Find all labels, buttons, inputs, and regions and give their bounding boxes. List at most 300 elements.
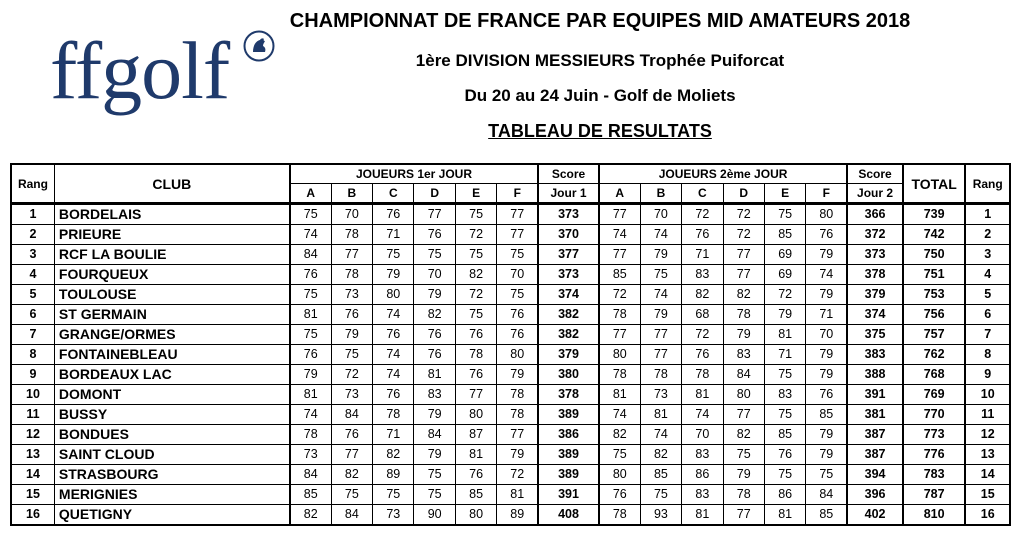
rank-right-cell: 2 <box>965 225 1010 245</box>
score1-cell: 378 <box>538 385 599 405</box>
day1-score-cell: 78 <box>373 405 414 425</box>
day2-score-cell: 79 <box>764 305 805 325</box>
table-row <box>11 204 1010 225</box>
page-title: CHAMPIONNAT DE FRANCE PAR EQUIPES MID AMATEURS 2018 <box>289 10 911 32</box>
header-day1-players: JOUEURS 1er JOUR <box>290 164 538 184</box>
day2-score-cell: 75 <box>723 445 764 465</box>
day1-score-cell: 76 <box>455 365 496 385</box>
day1-score-cell: 80 <box>455 505 496 526</box>
day2-score-cell: 77 <box>599 245 640 265</box>
header-player-f: F <box>497 184 538 204</box>
day1-score-cell: 73 <box>290 445 331 465</box>
day2-score-cell: 78 <box>599 505 640 526</box>
rank-cell: 16 <box>11 505 54 526</box>
header-score2-line1: Score <box>847 164 903 184</box>
results-table-body <box>11 204 1010 526</box>
score1-cell: 382 <box>538 325 599 345</box>
day2-score-cell: 78 <box>723 485 764 505</box>
score1-cell: 373 <box>538 204 599 225</box>
day1-score-cell: 76 <box>414 345 455 365</box>
rank-cell: 5 <box>11 285 54 305</box>
day1-score-cell: 70 <box>331 204 372 225</box>
day1-score-cell: 81 <box>455 445 496 465</box>
day1-score-cell: 74 <box>373 345 414 365</box>
day1-score-cell: 75 <box>290 325 331 345</box>
score1-cell: 389 <box>538 465 599 485</box>
day2-score-cell: 76 <box>599 485 640 505</box>
header-score1-line2: Jour 1 <box>538 184 599 204</box>
day2-score-cell: 75 <box>764 405 805 425</box>
day1-score-cell: 82 <box>373 445 414 465</box>
day1-score-cell: 75 <box>455 204 496 225</box>
day2-score-cell: 69 <box>764 265 805 285</box>
day2-score-cell: 74 <box>640 225 681 245</box>
day2-score-cell: 80 <box>806 204 847 225</box>
day2-score-cell: 78 <box>640 365 681 385</box>
day2-score-cell: 68 <box>682 305 723 325</box>
day1-score-cell: 82 <box>290 505 331 526</box>
day1-score-cell: 72 <box>497 465 538 485</box>
day2-score-cell: 82 <box>723 425 764 445</box>
score2-cell: 375 <box>847 325 903 345</box>
day1-score-cell: 82 <box>455 265 496 285</box>
club-cell: MERIGNIES <box>54 485 289 505</box>
day2-score-cell: 76 <box>682 225 723 245</box>
rank-cell: 15 <box>11 485 54 505</box>
total-cell: 776 <box>903 445 966 465</box>
rank-right-cell: 8 <box>965 345 1010 365</box>
day2-score-cell: 83 <box>764 385 805 405</box>
table-title: TABLEAU DE RESULTATS <box>488 121 712 141</box>
total-cell: 751 <box>903 265 966 285</box>
day2-score-cell: 77 <box>723 265 764 285</box>
total-cell: 768 <box>903 365 966 385</box>
day2-score-cell: 72 <box>599 285 640 305</box>
score2-cell: 394 <box>847 465 903 485</box>
day2-score-cell: 81 <box>640 405 681 425</box>
results-table <box>10 163 1011 526</box>
day1-score-cell: 75 <box>373 485 414 505</box>
day1-score-cell: 76 <box>373 325 414 345</box>
score2-cell: 387 <box>847 425 903 445</box>
day1-score-cell: 76 <box>497 305 538 325</box>
total-cell: 770 <box>903 405 966 425</box>
day1-score-cell: 75 <box>414 465 455 485</box>
day2-score-cell: 78 <box>599 305 640 325</box>
day2-score-cell: 80 <box>599 345 640 365</box>
day2-score-cell: 80 <box>599 465 640 485</box>
day2-score-cell: 81 <box>599 385 640 405</box>
rank-right-cell: 15 <box>965 485 1010 505</box>
day2-score-cell: 83 <box>682 265 723 285</box>
logo-wordmark: ffgolf <box>50 25 230 116</box>
table-row <box>11 445 1010 465</box>
day2-score-cell: 82 <box>682 285 723 305</box>
header-player-c: C <box>373 184 414 204</box>
day2-score-cell: 84 <box>723 365 764 385</box>
score1-cell: 386 <box>538 425 599 445</box>
club-cell: PRIEURE <box>54 225 289 245</box>
rank-right-cell: 13 <box>965 445 1010 465</box>
score2-cell: 402 <box>847 505 903 526</box>
club-cell: STRASBOURG <box>54 465 289 485</box>
day1-score-cell: 76 <box>455 325 496 345</box>
header-rank-right: Rang <box>965 164 1010 204</box>
day2-score-cell: 75 <box>764 465 805 485</box>
score2-cell: 381 <box>847 405 903 425</box>
rank-cell: 13 <box>11 445 54 465</box>
table-row <box>11 285 1010 305</box>
day1-score-cell: 74 <box>373 305 414 325</box>
rank-right-cell: 3 <box>965 245 1010 265</box>
rank-cell: 11 <box>11 405 54 425</box>
day1-score-cell: 79 <box>414 285 455 305</box>
day1-score-cell: 72 <box>455 225 496 245</box>
header-player-a: A <box>599 184 640 204</box>
day1-score-cell: 73 <box>331 285 372 305</box>
day1-score-cell: 80 <box>373 285 414 305</box>
score1-cell: 389 <box>538 405 599 425</box>
day2-score-cell: 74 <box>599 405 640 425</box>
score1-cell: 373 <box>538 265 599 285</box>
day1-score-cell: 84 <box>331 405 372 425</box>
score2-cell: 366 <box>847 204 903 225</box>
day1-score-cell: 82 <box>414 305 455 325</box>
day2-score-cell: 70 <box>806 325 847 345</box>
header-player-d: D <box>723 184 764 204</box>
day2-score-cell: 74 <box>599 225 640 245</box>
day1-score-cell: 76 <box>331 425 372 445</box>
day2-score-cell: 81 <box>682 385 723 405</box>
rank-right-cell: 9 <box>965 365 1010 385</box>
day1-score-cell: 77 <box>497 425 538 445</box>
day1-score-cell: 75 <box>497 285 538 305</box>
table-row <box>11 325 1010 345</box>
total-cell: 787 <box>903 485 966 505</box>
day1-score-cell: 81 <box>497 485 538 505</box>
day1-score-cell: 89 <box>497 505 538 526</box>
day2-score-cell: 79 <box>806 445 847 465</box>
rank-right-cell: 4 <box>965 265 1010 285</box>
rank-cell: 12 <box>11 425 54 445</box>
score2-cell: 391 <box>847 385 903 405</box>
day1-score-cell: 76 <box>455 465 496 485</box>
score1-cell: 408 <box>538 505 599 526</box>
day1-score-cell: 85 <box>290 485 331 505</box>
day1-score-cell: 78 <box>331 265 372 285</box>
day2-score-cell: 76 <box>806 385 847 405</box>
day2-score-cell: 77 <box>599 325 640 345</box>
table-row <box>11 365 1010 385</box>
day2-score-cell: 83 <box>682 485 723 505</box>
day1-score-cell: 80 <box>455 405 496 425</box>
header-player-a: A <box>290 184 331 204</box>
day2-score-cell: 93 <box>640 505 681 526</box>
table-row <box>11 345 1010 365</box>
day2-score-cell: 81 <box>764 325 805 345</box>
header-day2-players: JOUEURS 2ème JOUR <box>599 164 847 184</box>
day2-score-cell: 71 <box>764 345 805 365</box>
day1-score-cell: 74 <box>290 225 331 245</box>
day1-score-cell: 76 <box>331 305 372 325</box>
day1-score-cell: 78 <box>455 345 496 365</box>
day2-score-cell: 82 <box>599 425 640 445</box>
day1-score-cell: 80 <box>497 345 538 365</box>
day1-score-cell: 76 <box>373 385 414 405</box>
score2-cell: 373 <box>847 245 903 265</box>
day1-score-cell: 83 <box>414 385 455 405</box>
table-row <box>11 465 1010 485</box>
day1-score-cell: 77 <box>414 204 455 225</box>
day2-score-cell: 75 <box>764 204 805 225</box>
day2-score-cell: 78 <box>599 365 640 385</box>
score2-cell: 374 <box>847 305 903 325</box>
day1-score-cell: 75 <box>290 204 331 225</box>
score2-cell: 388 <box>847 365 903 385</box>
day2-score-cell: 75 <box>640 485 681 505</box>
day2-score-cell: 78 <box>723 305 764 325</box>
day2-score-cell: 75 <box>599 445 640 465</box>
day2-score-cell: 79 <box>806 425 847 445</box>
day1-score-cell: 82 <box>331 465 372 485</box>
total-cell: 756 <box>903 305 966 325</box>
day2-score-cell: 69 <box>764 245 805 265</box>
total-cell: 762 <box>903 345 966 365</box>
club-cell: BONDUES <box>54 425 289 445</box>
header-total: TOTAL <box>903 164 966 204</box>
table-row <box>11 265 1010 285</box>
header-player-e: E <box>455 184 496 204</box>
day1-score-cell: 79 <box>373 265 414 285</box>
day1-score-cell: 70 <box>497 265 538 285</box>
day2-score-cell: 85 <box>806 505 847 526</box>
day2-score-cell: 71 <box>806 305 847 325</box>
day2-score-cell: 71 <box>682 245 723 265</box>
table-row <box>11 245 1010 265</box>
day1-score-cell: 75 <box>290 285 331 305</box>
day1-score-cell: 73 <box>331 385 372 405</box>
total-cell: 739 <box>903 204 966 225</box>
day2-score-cell: 74 <box>640 425 681 445</box>
day1-score-cell: 75 <box>331 345 372 365</box>
day1-score-cell: 76 <box>497 325 538 345</box>
day1-score-cell: 70 <box>414 265 455 285</box>
day2-score-cell: 73 <box>640 385 681 405</box>
club-cell: DOMONT <box>54 385 289 405</box>
rank-cell: 7 <box>11 325 54 345</box>
day1-score-cell: 76 <box>414 225 455 245</box>
day2-score-cell: 82 <box>640 445 681 465</box>
header-player-b: B <box>640 184 681 204</box>
header-player-d: D <box>414 184 455 204</box>
day2-score-cell: 85 <box>806 405 847 425</box>
rank-right-cell: 6 <box>965 305 1010 325</box>
day2-score-cell: 79 <box>806 365 847 385</box>
day1-score-cell: 74 <box>290 405 331 425</box>
rank-cell: 6 <box>11 305 54 325</box>
day2-score-cell: 86 <box>682 465 723 485</box>
day1-score-cell: 72 <box>331 365 372 385</box>
rank-right-cell: 7 <box>965 325 1010 345</box>
rank-right-cell: 14 <box>965 465 1010 485</box>
day2-score-cell: 77 <box>599 204 640 225</box>
score1-cell: 377 <box>538 245 599 265</box>
day2-score-cell: 76 <box>806 225 847 245</box>
club-cell: BORDELAIS <box>54 204 289 225</box>
day2-score-cell: 75 <box>806 465 847 485</box>
day2-score-cell: 83 <box>723 345 764 365</box>
rank-cell: 10 <box>11 385 54 405</box>
day2-score-cell: 70 <box>682 425 723 445</box>
club-cell: GRANGE/ORMES <box>54 325 289 345</box>
club-cell: BORDEAUX LAC <box>54 365 289 385</box>
score1-cell: 374 <box>538 285 599 305</box>
day1-score-cell: 77 <box>331 445 372 465</box>
day2-score-cell: 77 <box>640 325 681 345</box>
day2-score-cell: 84 <box>806 485 847 505</box>
day1-score-cell: 84 <box>331 505 372 526</box>
day1-score-cell: 73 <box>373 505 414 526</box>
day1-score-cell: 79 <box>331 325 372 345</box>
day2-score-cell: 72 <box>682 325 723 345</box>
day1-score-cell: 76 <box>290 265 331 285</box>
day1-score-cell: 81 <box>290 305 331 325</box>
score1-cell: 382 <box>538 305 599 325</box>
day2-score-cell: 76 <box>682 345 723 365</box>
club-cell: QUETIGNY <box>54 505 289 526</box>
score2-cell: 383 <box>847 345 903 365</box>
club-cell: FONTAINEBLEAU <box>54 345 289 365</box>
day2-score-cell: 79 <box>640 245 681 265</box>
day1-score-cell: 71 <box>373 225 414 245</box>
day2-score-cell: 72 <box>764 285 805 305</box>
day2-score-cell: 77 <box>640 345 681 365</box>
results-table-header <box>11 164 1010 204</box>
rank-cell: 3 <box>11 245 54 265</box>
score1-cell: 379 <box>538 345 599 365</box>
header-score2-line2: Jour 2 <box>847 184 903 204</box>
rank-right-cell: 11 <box>965 405 1010 425</box>
day1-score-cell: 75 <box>331 485 372 505</box>
club-cell: TOULOUSE <box>54 285 289 305</box>
day1-score-cell: 79 <box>414 405 455 425</box>
day1-score-cell: 75 <box>414 485 455 505</box>
day1-score-cell: 87 <box>455 425 496 445</box>
day1-score-cell: 76 <box>373 204 414 225</box>
day1-score-cell: 77 <box>497 204 538 225</box>
header-score1-line1: Score <box>538 164 599 184</box>
day1-score-cell: 78 <box>290 425 331 445</box>
total-cell: 742 <box>903 225 966 245</box>
day1-score-cell: 75 <box>373 245 414 265</box>
rank-cell: 4 <box>11 265 54 285</box>
day2-score-cell: 79 <box>806 285 847 305</box>
day2-score-cell: 79 <box>723 465 764 485</box>
day2-score-cell: 81 <box>682 505 723 526</box>
ffgolf-logo <box>50 25 275 125</box>
day1-score-cell: 84 <box>414 425 455 445</box>
total-cell: 769 <box>903 385 966 405</box>
day1-score-cell: 79 <box>414 445 455 465</box>
header-club: CLUB <box>54 164 289 204</box>
rank-cell: 9 <box>11 365 54 385</box>
rank-right-cell: 12 <box>965 425 1010 445</box>
rank-cell: 1 <box>11 204 54 225</box>
day2-score-cell: 75 <box>764 365 805 385</box>
day1-score-cell: 74 <box>373 365 414 385</box>
day1-score-cell: 75 <box>455 305 496 325</box>
event-dates: Du 20 au 24 Juin - Golf de Moliets <box>464 86 736 105</box>
score1-cell: 389 <box>538 445 599 465</box>
rank-cell: 2 <box>11 225 54 245</box>
total-cell: 757 <box>903 325 966 345</box>
table-row <box>11 225 1010 245</box>
day2-score-cell: 78 <box>682 365 723 385</box>
score1-cell: 391 <box>538 485 599 505</box>
division-subtitle: 1ère DIVISION MESSIEURS Trophée Puiforcat <box>415 51 785 70</box>
day2-score-cell: 74 <box>806 265 847 285</box>
day2-score-cell: 74 <box>682 405 723 425</box>
header-player-c: C <box>682 184 723 204</box>
day1-score-cell: 76 <box>290 345 331 365</box>
day2-score-cell: 72 <box>723 225 764 245</box>
day1-score-cell: 81 <box>290 385 331 405</box>
score1-cell: 380 <box>538 365 599 385</box>
day2-score-cell: 85 <box>764 225 805 245</box>
rank-right-cell: 1 <box>965 204 1010 225</box>
day2-score-cell: 86 <box>764 485 805 505</box>
table-row <box>11 405 1010 425</box>
table-row <box>11 305 1010 325</box>
total-cell: 753 <box>903 285 966 305</box>
day2-score-cell: 76 <box>764 445 805 465</box>
day1-score-cell: 78 <box>497 385 538 405</box>
table-row <box>11 505 1010 526</box>
day1-score-cell: 79 <box>497 365 538 385</box>
table-row <box>11 425 1010 445</box>
header-player-e: E <box>764 184 805 204</box>
day1-score-cell: 84 <box>290 245 331 265</box>
total-cell: 750 <box>903 245 966 265</box>
rank-right-cell: 10 <box>965 385 1010 405</box>
club-cell: FOURQUEUX <box>54 265 289 285</box>
day2-score-cell: 85 <box>764 425 805 445</box>
total-cell: 773 <box>903 425 966 445</box>
day1-score-cell: 77 <box>497 225 538 245</box>
day1-score-cell: 77 <box>331 245 372 265</box>
day1-score-cell: 89 <box>373 465 414 485</box>
header-player-b: B <box>331 184 372 204</box>
day2-score-cell: 83 <box>682 445 723 465</box>
day2-score-cell: 70 <box>640 204 681 225</box>
score2-cell: 396 <box>847 485 903 505</box>
day2-score-cell: 79 <box>640 305 681 325</box>
day1-score-cell: 75 <box>414 245 455 265</box>
day2-score-cell: 72 <box>723 204 764 225</box>
day2-score-cell: 74 <box>640 285 681 305</box>
day1-score-cell: 84 <box>290 465 331 485</box>
rank-cell: 14 <box>11 465 54 485</box>
header-player-f: F <box>806 184 847 204</box>
day1-score-cell: 85 <box>455 485 496 505</box>
day2-score-cell: 79 <box>806 245 847 265</box>
day1-score-cell: 77 <box>455 385 496 405</box>
day2-score-cell: 79 <box>723 325 764 345</box>
day1-score-cell: 79 <box>290 365 331 385</box>
day2-score-cell: 85 <box>640 465 681 485</box>
score2-cell: 379 <box>847 285 903 305</box>
table-row <box>11 485 1010 505</box>
